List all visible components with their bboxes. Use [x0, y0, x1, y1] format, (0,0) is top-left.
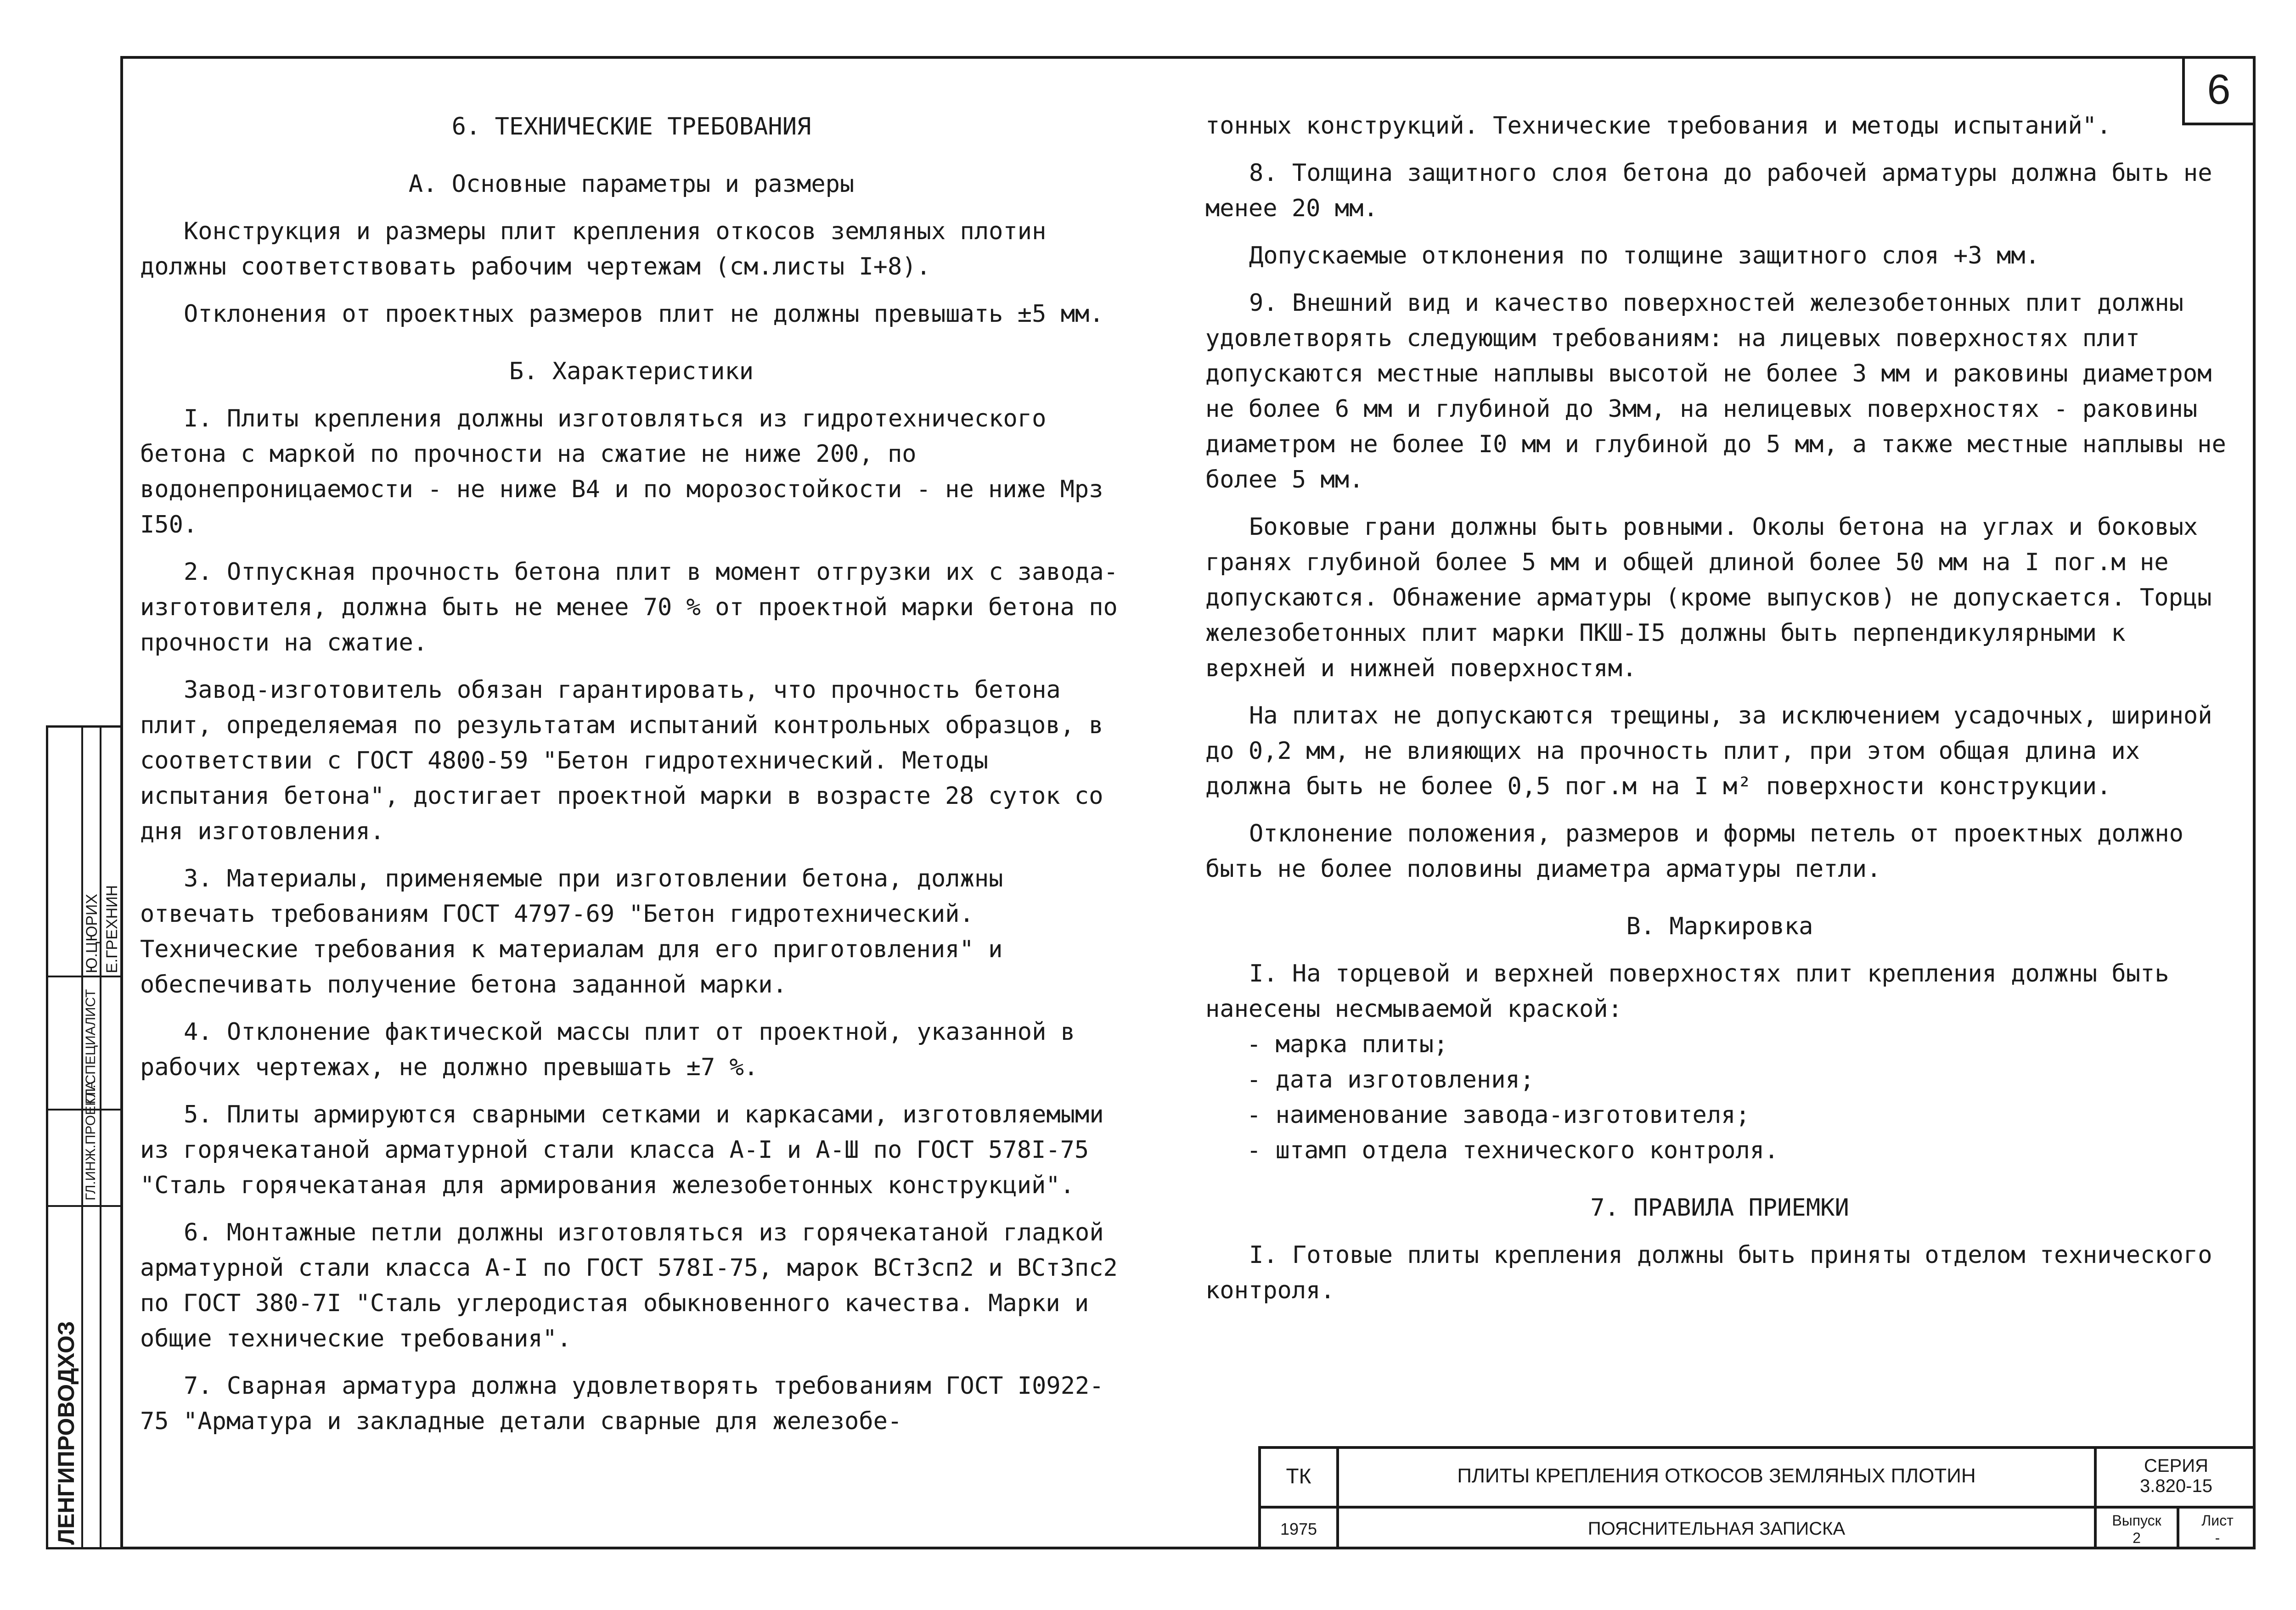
paragraph: I. Плиты крепления должны изготовляться из гидротехнического бетона с маркой по прочности на сжатие не ниже 200, по водонепроницаемости - не ниже В4 и по морозостойкости - не ниже Мрз I50. [140, 405, 1103, 539]
title-block-year: 1975 [1258, 1509, 1336, 1549]
sheet-value: - [2215, 1529, 2220, 1546]
right-column [1205, 96, 2234, 1308]
subsection-heading: 7. ПРАВИЛА ПРИЕМКИ [1590, 1194, 1849, 1222]
title-block-sheet [2177, 1509, 2256, 1549]
paragraph: Отклонение положения, размеров и формы петель от проектных должно быть не более половины диаметра арматуры петли. [1205, 820, 2183, 883]
paragraph: 6. Монтажные петли должны изготовляться из горячекатаной гладкой арматурной стали класса А-I по ГОСТ 578I-75, марок ВСт3сп2 и ВСт3пс2 по ГОСТ 380-7I "Сталь углеродистая обыкновенного качества. Марки и общие технические требования". [140, 1219, 1118, 1352]
paragraph: тонных конструкций. Технические требования и методы испытаний". [1205, 112, 2111, 140]
paragraph: Боковые грани должны быть ровными. Околы бетона на углах и боковых гранях глубиной более 5 мм и общей длиной более 50 мм на I пог.м не допускаются. Обнажение арматуры (кроме выпусков) не допускается. Торцы железобетонных плит марки ПКШ-I5 должны быть перпендикулярными к верхней и нижней поверхностям. [1205, 513, 2212, 682]
issue-label: Выпуск [2112, 1512, 2161, 1529]
list-item: - наименование завода-изготовителя; [1247, 1098, 2234, 1133]
marking-list [1205, 1027, 2234, 1168]
list-item: - дата изготовления; [1247, 1062, 2234, 1098]
left-column [140, 87, 1123, 1439]
sheet-label: Лист [2201, 1512, 2234, 1529]
paragraph: Завод-изготовитель обязан гарантировать, что прочность бетона плит, определяемая по результатам испытаний контрольных образцов, в соответствии с ГОСТ 4800-59 "Бетон гидротехнический. Методы испытания бетона", достигает проектной марки в возрасте 28 суток со дня изготовления. [140, 676, 1103, 845]
approval-stamp [46, 725, 120, 1549]
stamp-organization: ЛЕНГИПРОВОДХОЗ [53, 1321, 79, 1545]
title-block-title: ПЛИТЫ КРЕПЛЕНИЯ ОТКОСОВ ЗЕМЛЯНЫХ ПЛОТИН [1336, 1446, 2094, 1506]
subsection-heading: Б. Характеристики [509, 358, 754, 385]
title-block-subtitle: ПОЯСНИТЕЛЬНАЯ ЗАПИСКА [1336, 1509, 2094, 1549]
paragraph: 5. Плиты армируются сварными сетками и каркасами, изготовляемыми из горячекатаной арматурной стали класса А-I и А-Ш по ГОСТ 578I-75 "Сталь горячекатаная для армирования железобетонных конструкций". [140, 1101, 1104, 1199]
issue-value: 2 [2133, 1529, 2141, 1546]
title-block-series [2094, 1446, 2256, 1506]
stamp-role-2: ГЛ.СПЕЦИАЛИСТ [83, 989, 98, 1104]
subsection-heading: В. Маркировка [1626, 913, 1813, 940]
paragraph: Конструкция и размеры плит крепления откосов земляных плотин должны соответствовать рабочим чертежам (см.листы I+8). [140, 218, 1047, 280]
paragraph: 3. Материалы, применяемые при изготовлении бетона, должны отвечать требованиям ГОСТ 4797-69 "Бетон гидротехнический. Технические требования к материалам для его приготовления" и обеспечивать получение бетона заданной марки. [140, 865, 1003, 999]
stamp-role-1: ГЛ.ИНЖ.ПРОЕКТА [83, 1081, 98, 1200]
paragraph: I. Готовые плиты крепления должны быть приняты отделом технического контроля. [1205, 1241, 2212, 1304]
section-heading: 6. ТЕХНИЧЕСКИЕ ТРЕБОВАНИЯ [451, 113, 811, 140]
title-block-issue [2094, 1509, 2177, 1549]
sheet-number: 6 [2182, 59, 2253, 125]
paragraph: 7. Сварная арматура должна удовлетворять требованиям ГОСТ I0922-75 "Арматура и закладные детали сварные для железобе- [140, 1372, 1104, 1435]
list-item: - марка плиты; [1247, 1027, 2234, 1062]
paragraph: 8. Толщина защитного слоя бетона до рабочей арматуры должна быть не менее 20 мм. [1205, 159, 2212, 222]
paragraph: 2. Отпускная прочность бетона плит в момент отгрузки их с завода-изготовителя, должна быть не менее 70 % от проектной марки бетона по прочности на сжатие. [140, 558, 1118, 656]
paragraph: 9. Внешний вид и качество поверхностей железобетонных плит должны удовлетворять следующим требованиям: на лицевых поверхностях плит допускаются местные наплывы высотой не более 3 мм и раковины диаметром не более 6 мм и глубиной до 3мм, на нелицевых поверхностях - раковины диаметром не более I0 мм и глубиной до 5 мм, а также местные наплывы не более 5 мм. [1205, 289, 2226, 494]
paragraph: На плитах не допускаются трещины, за исключением усадочных, шириной до 0,2 мм, не влияющих на прочность плит, при этом общая длина их должна быть не более 0,5 пог.м на I м² поверхности конструкции. [1205, 702, 2212, 800]
series-label: СЕРИЯ [2144, 1456, 2208, 1476]
series-value: 3.820-15 [2140, 1476, 2212, 1496]
stamp-name-1: Е.ГРЕХНИН [103, 885, 121, 973]
title-block [1258, 1446, 2256, 1549]
list-item: - штамп отдела технического контроля. [1247, 1133, 2234, 1168]
paragraph: 4. Отклонение фактической массы плит от проектной, указанной в рабочих чертежах, не должно превышать ±7 %. [140, 1018, 1075, 1081]
stamp-name-2: Ю.ЦЮРИХ [83, 893, 101, 973]
paragraph: Допускаемые отклонения по толщине защитного слоя +3 мм. [1249, 242, 2040, 269]
subsection-heading: А. Основные параметры и размеры [408, 170, 855, 198]
paragraph: Отклонения от проектных размеров плит не должны превышать ±5 мм. [184, 300, 1104, 328]
paragraph: I. На торцевой и верхней поверхностях плит крепления должны быть нанесены несмываемой краской: [1205, 960, 2169, 1023]
title-block-code: ТК [1258, 1446, 1336, 1506]
